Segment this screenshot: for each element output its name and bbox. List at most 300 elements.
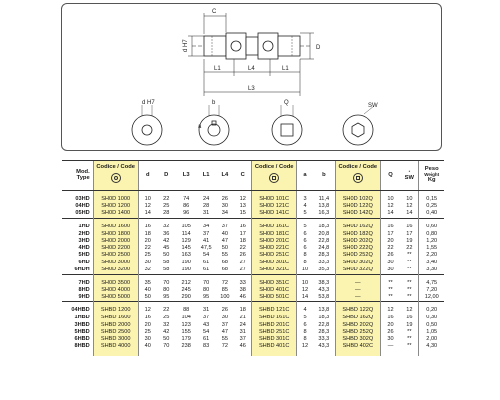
- table-cell: 104: [181, 314, 191, 321]
- table-cell: SHBD 162Q: [335, 315, 380, 322]
- table-cell: 42: [163, 329, 170, 335]
- table-cell: SH0D 202Q: [335, 238, 380, 245]
- dim-L1-left: L1: [214, 66, 221, 72]
- table-cell: 70: [163, 343, 170, 350]
- table-cell: 40: [138, 343, 157, 350]
- table-cell: 24: [203, 196, 210, 202]
- table-cell: 10: [406, 196, 413, 202]
- table-cell: 2,20: [419, 252, 444, 259]
- table-cell: SHBD 402C: [335, 343, 380, 350]
- table-cell: 04HD: [75, 203, 90, 209]
- table-cell: 6: [297, 322, 313, 329]
- table-cell: 7HD: [78, 279, 90, 286]
- table-row: [62, 231, 444, 238]
- table-cell: 5: [297, 224, 313, 231]
- joint-side-view: [192, 33, 312, 59]
- table-cell: 41: [203, 237, 210, 244]
- table-cell: SH0D 222Q: [335, 245, 380, 252]
- header-sw-mark: *: [408, 168, 411, 174]
- table-cell: **: [407, 259, 412, 266]
- table-cell: 8: [297, 252, 313, 259]
- table-cell: 30: [138, 260, 157, 267]
- table-cell: 85: [221, 287, 228, 293]
- dimensions-table-wrapper: [62, 160, 444, 397]
- table-cell: 16: [380, 315, 400, 322]
- table-cell: 3: [297, 196, 313, 203]
- table-cell: 33,3: [318, 259, 330, 266]
- table-cell: 12,00: [419, 294, 444, 302]
- table-cell: SHBD 1200: [93, 307, 138, 314]
- table-cell: 19: [406, 321, 413, 328]
- header-d: d: [138, 161, 157, 191]
- technical-drawing-panel: [61, 3, 442, 151]
- table-cell: 43,3: [318, 343, 330, 350]
- table-cell: 95: [163, 294, 170, 301]
- table-cell: 38,3: [318, 279, 330, 286]
- table-cell: 05HD: [75, 210, 90, 217]
- table-cell: 163: [181, 252, 191, 259]
- table-cell: SH0D 102Q: [335, 196, 380, 203]
- table-cell: 33,3: [318, 336, 330, 342]
- table-cell: SH0D 351C: [252, 280, 297, 287]
- table-cell: 190: [181, 266, 191, 273]
- table-cell: 68: [221, 259, 228, 266]
- table-cell: 4: [297, 307, 313, 314]
- table-cell: 20: [380, 238, 400, 245]
- table-cell: SH0D 141C: [252, 210, 297, 218]
- table-cell: 22: [380, 245, 400, 252]
- table-cell: 26: [380, 252, 400, 259]
- table-cell: **: [407, 287, 412, 293]
- table-cell: 46: [239, 294, 246, 301]
- table-cell: 0,15: [419, 196, 444, 203]
- table-cell: 37: [203, 230, 210, 237]
- table-cell: —: [335, 280, 380, 287]
- header-code-3: Codice / Code: [338, 164, 378, 171]
- table-cell: 7,20: [419, 287, 444, 294]
- table-cell: 37: [203, 314, 210, 321]
- table-cell: SH0D 1200: [93, 203, 138, 210]
- end-view-b-label: b: [212, 100, 216, 106]
- table-cell: SH0D 101C: [252, 196, 297, 203]
- table-cell: 61: [203, 336, 210, 342]
- table-cell: 53,8: [318, 294, 330, 301]
- table-cell: 129: [181, 237, 191, 244]
- table-cell: 114: [181, 230, 191, 237]
- table-cell: SH0D 4000: [93, 287, 138, 294]
- table-cell: 0,50: [419, 322, 444, 329]
- table-cell: SHBD 122Q: [335, 307, 380, 314]
- table-cell: SH0D 3500: [93, 280, 138, 287]
- table-cell: 14: [406, 210, 413, 217]
- table-cell: 12: [380, 203, 400, 210]
- table-cell: SHBD 301C: [252, 336, 297, 343]
- header-b: b: [313, 161, 335, 191]
- table-cell: 12: [239, 196, 246, 202]
- table-cell: 3,30: [419, 267, 444, 275]
- table-cell: SHBD 3000: [93, 336, 138, 343]
- table-cell: SH0D 2000: [93, 238, 138, 245]
- table-row: [62, 203, 444, 210]
- table-cell: 58: [163, 266, 170, 273]
- table-cell: 8HBD: [74, 343, 90, 350]
- table-cell: SH0D 221C: [252, 245, 297, 252]
- table-cell: 47: [221, 237, 228, 244]
- table-cell: 4,75: [419, 280, 444, 287]
- table-cell: 10: [297, 280, 313, 287]
- header-kg: Kg: [427, 177, 436, 184]
- table-cell: SH0D 122Q: [335, 203, 380, 210]
- table-cell: 5: [297, 315, 313, 322]
- table-cell: SH0D 1400: [93, 210, 138, 218]
- technical-drawing: [62, 4, 443, 152]
- table-cell: 5HD: [78, 252, 90, 259]
- table-cell: **: [380, 287, 400, 294]
- table-cell: 3HD: [78, 237, 90, 244]
- table-cell: 35,3: [318, 266, 330, 273]
- table-cell: SH0D 401C: [252, 287, 297, 294]
- table-row: [62, 307, 444, 314]
- table-cell: 5HBD: [74, 329, 90, 335]
- table-cell: SH0D 3000: [93, 260, 138, 267]
- keyway-bore-icon: [269, 173, 279, 183]
- header-code-2: Codice / Code: [254, 164, 294, 171]
- table-cell: 22: [406, 245, 413, 251]
- table-header: [62, 161, 444, 191]
- table-cell: 4,30: [419, 343, 444, 350]
- table-end-spacer: [62, 351, 444, 356]
- table-cell: 80: [163, 287, 170, 293]
- table-cell: SHBD 1600: [93, 315, 138, 322]
- table-cell: SHBD 302Q: [335, 336, 380, 343]
- table-cell: SH0D 181C: [252, 231, 297, 238]
- table-cell: 14: [380, 210, 400, 218]
- table-cell: **: [380, 294, 400, 302]
- table-cell: 8: [297, 336, 313, 343]
- table-cell: SH0D 182Q: [335, 231, 380, 238]
- table-cell: 26: [239, 252, 246, 259]
- table-cell: 34: [203, 223, 210, 230]
- table-cell: 145: [181, 245, 191, 251]
- header-L1: L1: [197, 161, 216, 191]
- table-cell: SH0D 321C: [252, 267, 297, 275]
- table-cell: 1,20: [419, 238, 444, 245]
- table-cell: 13,8: [318, 307, 330, 314]
- table-cell: 30: [380, 336, 400, 343]
- table-cell: 55: [221, 252, 228, 259]
- table-cell: 8: [297, 329, 313, 336]
- table-cell: 238: [181, 343, 191, 350]
- table-cell: 20: [138, 238, 157, 245]
- table-cell: 0,20: [419, 307, 444, 314]
- table-cell: 22,8: [318, 237, 330, 244]
- table-body: [62, 191, 444, 356]
- table-cell: —: [380, 343, 400, 350]
- table-cell: 50: [163, 252, 170, 259]
- table-cell: 17: [239, 230, 246, 237]
- table-cell: SHBD 201C: [252, 322, 297, 329]
- table-cell: SHBD 161C: [252, 315, 297, 322]
- table-cell: 40: [221, 230, 228, 237]
- table-cell: 47: [221, 329, 228, 335]
- table-cell: 22: [163, 196, 170, 202]
- table-cell: 17: [380, 231, 400, 238]
- table-row: [62, 267, 444, 275]
- table-cell: 38: [239, 287, 246, 293]
- table-cell: 1HBD: [74, 314, 90, 321]
- table-cell: 50: [163, 336, 170, 342]
- table-cell: 36: [163, 230, 170, 237]
- table-cell: 0,40: [419, 210, 444, 218]
- table-cell: 47,5: [200, 245, 212, 251]
- end-view-Q-label: Q: [284, 100, 289, 106]
- table-cell: 40: [138, 287, 157, 294]
- table-cell: 35: [138, 280, 157, 287]
- table-cell: 245: [181, 287, 191, 293]
- table-cell: SH0D 1000: [93, 196, 138, 203]
- table-row: [62, 238, 444, 245]
- table-cell: 27: [239, 259, 246, 266]
- table-cell: 24,8: [318, 245, 330, 251]
- table-cell: 61: [203, 259, 210, 266]
- table-cell: **: [407, 343, 412, 350]
- table-cell: 46: [239, 343, 246, 350]
- table-cell: 03HD: [75, 196, 90, 202]
- table-cell: 8HD: [78, 287, 90, 293]
- table-cell: 22: [138, 245, 157, 252]
- dimensions-table: [62, 160, 444, 356]
- table-cell: 1,55: [419, 245, 444, 252]
- table-cell: 18: [138, 231, 157, 238]
- table-cell: 16: [138, 315, 157, 322]
- table-cell: 290: [181, 294, 191, 301]
- table-row: [62, 245, 444, 252]
- table-row: [62, 196, 444, 203]
- table-cell: 70: [163, 279, 170, 286]
- table-cell: 11,4: [318, 196, 330, 202]
- table-cell: 50: [221, 245, 228, 251]
- table-cell: 19: [406, 237, 413, 244]
- table-cell: 13,8: [318, 203, 330, 209]
- table-cell: 3,40: [419, 260, 444, 267]
- table-cell: 04HBD: [71, 307, 90, 314]
- table-cell: SHBD 251C: [252, 329, 297, 336]
- table-cell: 16: [138, 224, 157, 231]
- table-cell: 10: [380, 196, 400, 203]
- table-cell: 12: [297, 287, 313, 294]
- header-type: Type: [76, 174, 90, 181]
- table-cell: SH0D 3200: [93, 267, 138, 275]
- dim-L1-right: L1: [282, 66, 289, 72]
- table-cell: 20: [138, 322, 157, 329]
- table-cell: **: [380, 280, 400, 287]
- table-cell: 155: [181, 329, 191, 335]
- table-cell: 32: [163, 321, 170, 328]
- table-cell: 30: [380, 267, 400, 275]
- table-cell: 6HD: [78, 259, 90, 266]
- table-cell: SHBD 2500: [93, 329, 138, 336]
- table-cell: SH0D 2200: [93, 245, 138, 252]
- table-cell: 86: [183, 203, 190, 209]
- table-cell: 31: [239, 329, 246, 335]
- table-cell: 0,80: [419, 231, 444, 238]
- table-cell: 61: [203, 266, 210, 273]
- table-cell: **: [407, 279, 412, 286]
- plain-bore-icon: [111, 173, 121, 183]
- table-cell: 26: [380, 329, 400, 336]
- end-view-keyway: [199, 115, 229, 145]
- table-cell: 16: [406, 223, 413, 230]
- table-cell: 70: [203, 279, 210, 286]
- dim-L4: L4: [248, 66, 255, 72]
- table-cell: 54: [203, 329, 210, 335]
- table-cell: SH0D 121C: [252, 203, 297, 210]
- table-cell: 55: [221, 336, 228, 342]
- table-cell: 14: [138, 210, 157, 218]
- table-cell: 28: [163, 210, 170, 217]
- table-cell: 68: [221, 266, 228, 273]
- table-cell: 20: [380, 322, 400, 329]
- table-cell: 9HD: [78, 294, 90, 301]
- table-cell: 32: [138, 267, 157, 275]
- square-bore-icon: [353, 173, 363, 183]
- end-view-a-label: a: [198, 124, 202, 130]
- table-cell: 12: [297, 343, 313, 350]
- header-Q: Q: [380, 161, 400, 191]
- table-cell: 6HDH: [74, 266, 90, 273]
- table-cell: 33: [239, 279, 246, 286]
- dim-d-h7: d H7: [183, 39, 189, 52]
- dim-L3: L3: [248, 86, 255, 92]
- table-cell: 32: [163, 223, 170, 230]
- table-cell: **: [407, 336, 412, 342]
- table-cell: 20,8: [318, 230, 330, 237]
- table-cell: 12: [406, 307, 413, 314]
- table-cell: 4HD: [78, 245, 90, 251]
- table-cell: 100: [220, 294, 230, 301]
- table-row: [62, 287, 444, 294]
- table-cell: 72: [221, 343, 228, 350]
- table-cell: 37: [221, 223, 228, 230]
- table-cell: SHBD 121C: [252, 307, 297, 314]
- table-cell: SH0D 161C: [252, 224, 297, 231]
- table-cell: 95: [203, 294, 210, 301]
- table-cell: 50: [138, 294, 157, 302]
- table-cell: 26: [221, 307, 228, 314]
- table-cell: 72: [221, 279, 228, 286]
- end-view-square: [272, 115, 302, 145]
- table-cell: 58: [163, 259, 170, 266]
- table-cell: —: [335, 287, 380, 294]
- table-cell: 212: [181, 279, 191, 286]
- table-cell: 37: [239, 336, 246, 342]
- table-cell: 4: [297, 203, 313, 210]
- table-cell: 74: [183, 196, 190, 202]
- table-cell: 17: [406, 230, 413, 237]
- table-cell: 6: [297, 238, 313, 245]
- table-cell: 179: [181, 336, 191, 342]
- end-view-SW-label: SW: [368, 103, 378, 109]
- table-cell: SHBD 4000: [93, 343, 138, 350]
- table-cell: 83: [203, 343, 210, 350]
- end-views: [132, 115, 373, 145]
- table-cell: 14: [297, 294, 313, 302]
- table-cell: 25: [163, 203, 170, 209]
- table-cell: 45: [163, 245, 170, 251]
- dim-C: C: [212, 9, 217, 15]
- table-row: [62, 336, 444, 343]
- table-cell: 30: [221, 203, 228, 209]
- end-view-dH7-label: d H7: [142, 100, 155, 106]
- table-cell: SH0D 162Q: [335, 224, 380, 231]
- table-cell: SH0D 322Q: [335, 267, 380, 275]
- table-row: [62, 260, 444, 267]
- table-cell: 6HBD: [74, 336, 90, 342]
- table-cell: 6: [297, 231, 313, 238]
- table-cell: **: [407, 266, 412, 273]
- table-cell: 8: [297, 260, 313, 267]
- table-cell: SH0D 201C: [252, 238, 297, 245]
- table-cell: 25: [138, 252, 157, 259]
- table-cell: 16: [406, 314, 413, 321]
- table-cell: **: [407, 329, 412, 335]
- table-cell: SH0D 1800: [93, 231, 138, 238]
- table-cell: 12: [380, 307, 400, 314]
- table-cell: 12: [406, 203, 413, 209]
- table-cell: 0,30: [419, 315, 444, 322]
- table-cell: SH0D 2500: [93, 252, 138, 259]
- table-cell: 15: [239, 210, 246, 217]
- table-cell: 34: [221, 210, 228, 217]
- table-cell: 37: [221, 321, 228, 328]
- header-C: C: [234, 161, 251, 191]
- header-weight: Weight: [424, 171, 440, 177]
- dim-D: D: [316, 45, 321, 51]
- table-row: [62, 322, 444, 329]
- table-cell: 30: [380, 260, 400, 267]
- table-cell: 28: [203, 203, 210, 209]
- table-cell: 10: [138, 196, 157, 203]
- table-row: [62, 329, 444, 336]
- table-cell: 30: [138, 336, 157, 343]
- header-SW: SW: [404, 174, 415, 181]
- table-cell: 2HD: [78, 230, 90, 237]
- table-row: [62, 294, 444, 302]
- table-cell: SH0D 302Q: [335, 260, 380, 267]
- header-L4: L4: [216, 161, 235, 191]
- table-cell: SHBD 252Q: [335, 329, 380, 336]
- table-cell: 18: [239, 237, 246, 244]
- table-cell: SHBD 401C: [252, 343, 297, 350]
- table-cell: 42: [163, 237, 170, 244]
- table-cell: 105: [181, 223, 191, 230]
- table-cell: 18,3: [318, 314, 330, 321]
- table-cell: 31: [203, 210, 210, 217]
- table-cell: 18: [239, 307, 246, 314]
- table-cell: 10: [297, 267, 313, 275]
- table-row: [62, 224, 444, 231]
- header-D: D: [157, 161, 176, 191]
- table-cell: 6: [297, 245, 313, 252]
- table-cell: 5: [297, 210, 313, 218]
- table-cell: 16: [380, 224, 400, 231]
- table-cell: 96: [183, 210, 190, 217]
- table-cell: 22: [163, 307, 170, 314]
- table-cell: SHBD 2000: [93, 322, 138, 329]
- table-cell: SH0D 5000: [93, 294, 138, 302]
- table-cell: 13: [239, 203, 246, 209]
- table-cell: SH0D 501C: [252, 294, 297, 302]
